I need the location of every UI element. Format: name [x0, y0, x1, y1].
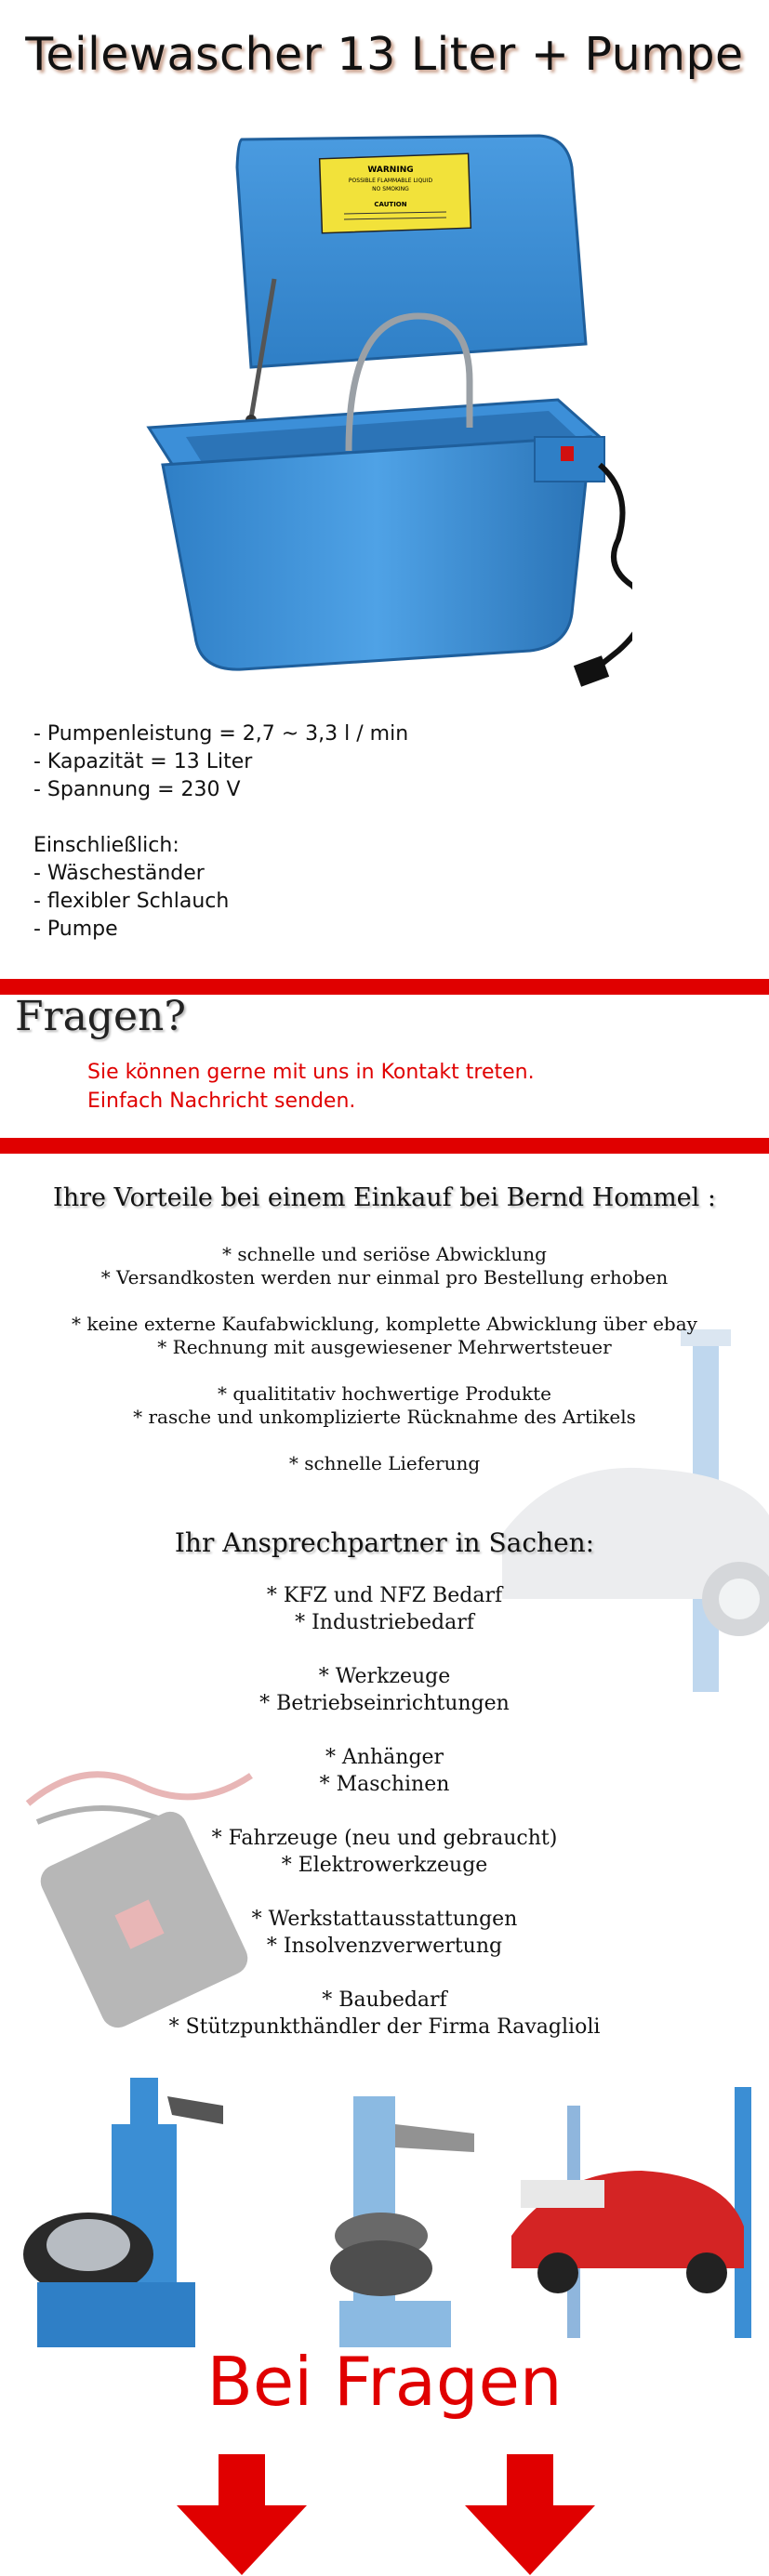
advantage-item: * keine externe Kaufabwicklung, komplette Abwicklung über ebay — [72, 1313, 697, 1335]
advantages-heading: Ihre Vorteile bei einem Einkauf bei Bernd Hommel : — [53, 1183, 716, 1212]
advantage-item — [0, 1359, 769, 1382]
advantage-item: * schnelle und seriöse Abwicklung — [222, 1243, 547, 1265]
advantage-item — [0, 1429, 769, 1452]
contact-person-list — [0, 1582, 769, 2041]
service-item — [0, 1798, 769, 1825]
service-item: * Stützpunkthändler der Firma Ravaglioli — [168, 2015, 601, 2039]
advantage-item: * rasche und unkomplizierte Rücknahme des Artikels — [133, 1406, 636, 1428]
service-item: * Werkzeuge — [318, 1665, 451, 1688]
included-heading: Einschließlich: — [33, 834, 179, 857]
divider-bottom — [0, 1138, 769, 1154]
service-item: * KFZ und NFZ Bedarf — [266, 1584, 503, 1607]
page-title: Teilewascher 13 Liter + Pumpe — [25, 28, 744, 81]
service-item: * Werkstattausstattungen — [251, 1908, 518, 1931]
service-item — [0, 1960, 769, 1987]
tire-changer-image — [330, 2096, 474, 2347]
spec-line: - Spannung = 230 V — [33, 778, 241, 801]
included-item: - Pumpe — [33, 918, 118, 941]
warning-line1: POSSIBLE FLAMMABLE LIQUID — [348, 178, 433, 184]
tire-changer-image — [23, 2078, 223, 2347]
specifications — [33, 720, 408, 944]
included-item: - Wäscheständer — [33, 862, 205, 885]
contact-text — [87, 1058, 535, 1116]
warning-caution: CAUTION — [374, 201, 407, 208]
warning-line2: NO SMOKING — [372, 186, 409, 192]
service-item — [0, 1717, 769, 1744]
service-item: * Maschinen — [319, 1773, 450, 1796]
service-item: * Betriebseinrichtungen — [259, 1692, 510, 1715]
spec-line: - Pumpenleistung = 2,7 ~ 3,3 l / min — [33, 722, 409, 746]
service-item — [0, 1636, 769, 1663]
advantage-item: * qualititativ hochwertige Produkte — [218, 1382, 551, 1405]
service-item: * Anhänger — [325, 1746, 444, 1769]
car-on-lift-image — [511, 2087, 751, 2338]
parts-washer-image — [112, 130, 632, 688]
warning-label — [320, 153, 471, 233]
service-item: * Industriebedarf — [295, 1611, 474, 1634]
advantage-item — [0, 1289, 769, 1313]
questions-cta: Bei Fragen — [206, 2343, 563, 2421]
service-item: * Fahrzeuge (neu und gebraucht) — [211, 1827, 558, 1850]
spec-line: - Kapazität = 13 Liter — [33, 750, 253, 773]
service-item: * Insolvenzverwertung — [266, 1935, 503, 1958]
arrow-down-icon — [465, 2454, 595, 2575]
included-item: - flexibler Schlauch — [33, 890, 230, 913]
advantage-item: * Rechnung mit ausgewiesener Mehrwertsteuer — [157, 1336, 612, 1358]
questions-heading: Fragen? — [15, 993, 186, 1040]
service-item: * Baubedarf — [322, 1988, 447, 2012]
workshop-equipment-images — [0, 2068, 769, 2366]
arrow-down-icon — [177, 2454, 307, 2575]
advantage-item: * schnelle Lieferung — [288, 1452, 481, 1474]
advantages-list — [0, 1243, 769, 1475]
warning-heading: WARNING — [367, 165, 414, 175]
service-item: * Elektrowerkzeuge — [281, 1854, 488, 1877]
contact-person-heading: Ihr Ansprechpartner in Sachen: — [174, 1527, 595, 1558]
service-item — [0, 1879, 769, 1906]
advantage-item: * Versandkosten werden nur einmal pro Bestellung erhoben — [100, 1266, 669, 1288]
contact-line: Sie können gerne mit uns in Kontakt treten. — [87, 1061, 535, 1084]
contact-line: Einfach Nachricht senden. — [87, 1090, 356, 1113]
